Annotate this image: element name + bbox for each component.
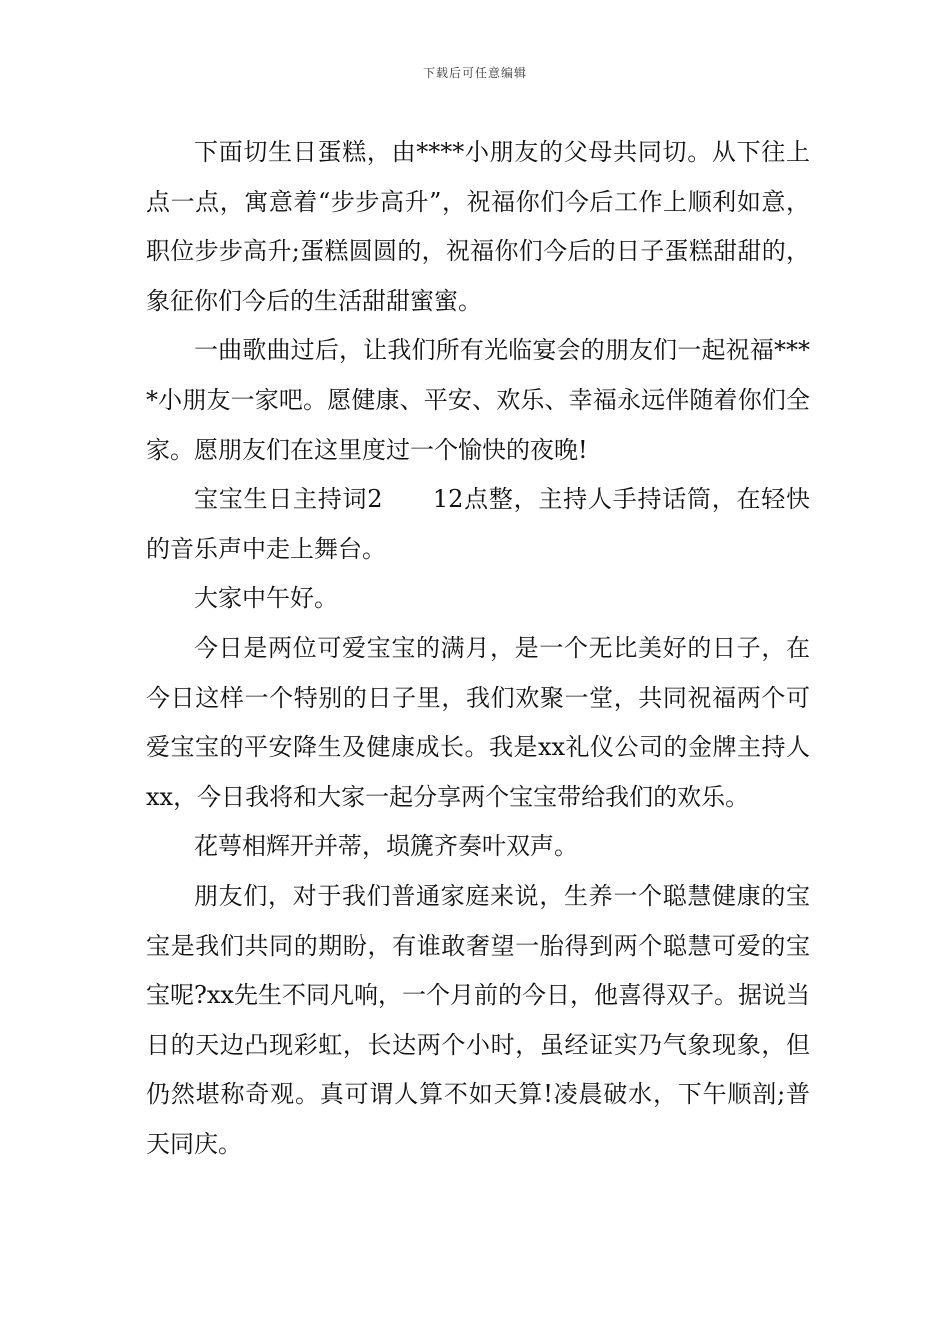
paragraph-full-month: 今日是两位可爱宝宝的满月，是一个无比美好的日子，在今日这样一个特别的日子里，我们欢聚一堂，共同祝福两个可爱宝宝的平安降生及健康成长。我是xx礼仪公司的金牌主持人xx，今日我将和大家一起分享两个宝宝带给我们的欢乐。: [146, 633, 810, 811]
paragraph-twins: 朋友们，对于我们普通家庭来说，生养一个聪慧健康的宝宝是我们共同的期盼，有谁敢奢望一胎得到两个聪慧可爱的宝宝呢?xx先生不同凡响，一个月前的今日，他喜得双子。据说当日的天边凸现彩虹，长达两个小时，虽经证实乃气象现象，但仍然堪称奇观。真可谓人算不如天算!凌晨破水，下午顺剖;普天同庆。: [146, 881, 810, 1158]
document-body: [146, 128, 810, 1169]
paragraph-host-script-2: 宝宝生日主持词2 12点整，主持人手持话筒，在轻快的音乐声中走上舞台。: [146, 485, 810, 563]
paragraph-cake-cutting: 下面切生日蛋糕，由****小朋友的父母共同切。从下往上点一点，寓意着“步步高升”，祝福你们今后工作上顺利如意，职位步步高升;蛋糕圆圆的，祝福你们今后的日子蛋糕甜甜的，象征你们今后的生活甜甜蜜蜜。: [146, 138, 810, 315]
paragraph-greeting: 大家中午好。: [194, 584, 338, 613]
page-header: 下载后可任意编辑: [422, 66, 527, 80]
paragraph-couplet: 花萼相辉开并蒂，埙篪齐奏叶双声。: [194, 832, 578, 861]
paragraph-song-blessing: 一曲歌曲过后，让我们所有光临宴会的朋友们一起祝福****小朋友一家吧。愿健康、平安、欢乐、幸福永远伴随着你们全家。愿朋友们在这里度过一个愉快的夜晚!: [146, 336, 810, 464]
